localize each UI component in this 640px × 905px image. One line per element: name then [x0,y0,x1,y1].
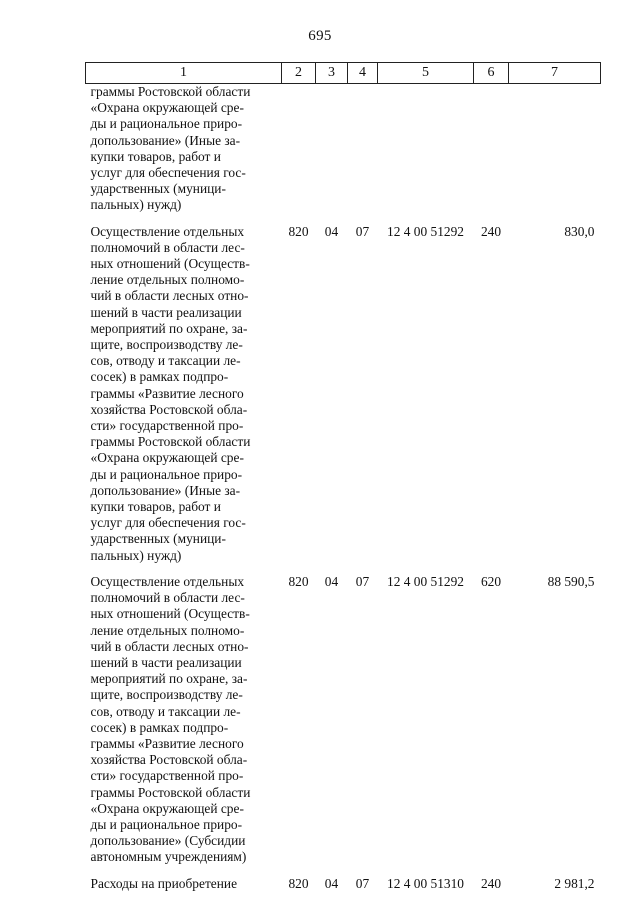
page-number: 695 [308,28,332,44]
row-description: Расходы на приобретение [90,875,238,891]
row-ministry-code: 820 [288,223,309,239]
table-header-row [86,63,601,84]
column-header-6: 6 [474,63,509,84]
row-target-article [378,84,474,224]
row-expense-type [474,84,509,224]
row-subsection-code [348,84,378,224]
row-amount: 2 981,2 [554,875,595,891]
row-amount: 88 590,5 [547,573,595,589]
row-section-code [316,84,348,224]
row-amount [509,84,601,224]
column-header-7: 7 [509,63,601,84]
row-section-code: 04 [324,573,339,589]
row-target-article: 12 4 00 51292 [387,573,464,589]
row-ministry-code [282,84,316,224]
row-ministry-code: 820 [288,875,309,891]
column-header-3: 3 [316,63,348,84]
table-row [86,876,601,892]
table-row [86,224,601,574]
row-target-article: 12 4 00 51310 [387,875,464,891]
row-expense-type: 240 [480,875,502,891]
row-section-code: 04 [324,223,339,239]
row-section-code: 04 [324,875,339,891]
row-subsection-code: 07 [355,875,370,891]
column-header-5: 5 [378,63,474,84]
row-ministry-code: 820 [288,573,309,589]
table-row [86,84,601,224]
row-description: Осуществление отдельных полномочий в области лес- ных отношений (Осуществ- ление отдельных полномо- чий в области лесных отно- шений в части реализации мероприятий по охране, за- щите, воспроизводству ле- сов, отводу и таксации ле- сосек) в рамках подпро- граммы «Развитие лесного хозяйства Ростовской обла- сти» государственной про- граммы Ростовской области «Охрана окружающей сре- ды и рациональное приро- допользование» (Иные за- купки товаров, работ и услуг для обеспечения гос- ударственных (муници- пальных) нужд) [90,223,251,563]
column-header-1: 1 [86,63,282,84]
row-description: граммы Ростовской области «Охрана окружающей сре- ды и рациональное приро- допользование» (Иные за- купки товаров, работ и услуг для обеспечения гос- ударственных (муници- пальных) нужд) [90,84,251,213]
budget-table [85,62,601,892]
row-subsection-code: 07 [355,573,370,589]
column-header-2: 2 [282,63,316,84]
table-row [86,574,601,876]
row-expense-type: 620 [480,573,502,589]
row-target-article: 12 4 00 51292 [387,223,464,239]
row-subsection-code: 07 [355,223,370,239]
row-amount: 830,0 [564,223,595,239]
row-description: Осуществление отдельных полномочий в области лес- ных отношений (Осуществ- ление отдельных полномо- чий в области лесных отно- шений в части реализации мероприятий по охране, за- щите, воспроизводству ле- сов, отводу и таксации ле- сосек) в рамках подпро- граммы «Развитие лесного хозяйства Ростовской обла- сти» государственной про- граммы Ростовской области «Охрана окружающей сре- ды и рациональное приро- допользование» (Субсидии автономным учреждениям) [90,573,251,865]
row-expense-type: 240 [480,223,502,239]
column-header-4: 4 [348,63,378,84]
